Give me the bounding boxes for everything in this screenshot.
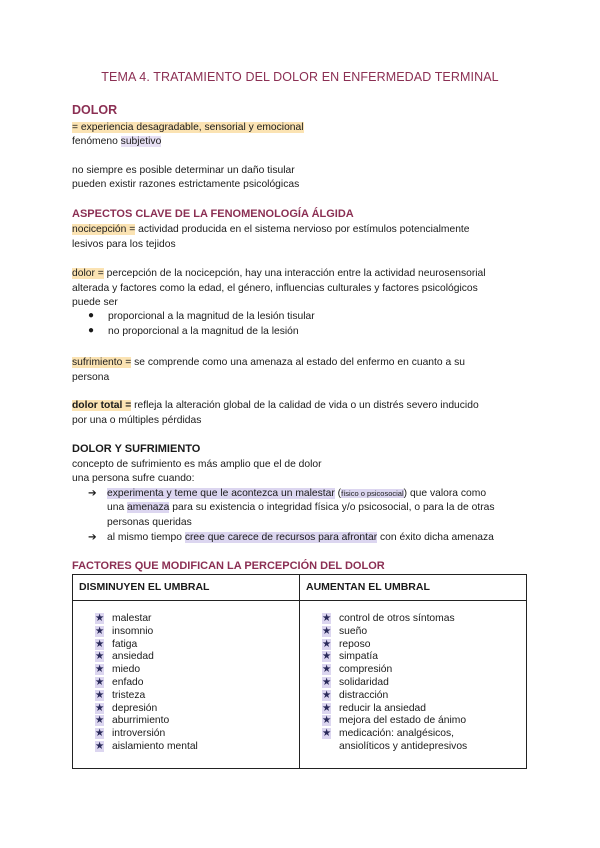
star-icon: ★ [322, 651, 332, 663]
star-icon: ★ [322, 728, 332, 740]
star-icon: ★ [95, 613, 105, 624]
arrow-item-1 [107, 487, 537, 530]
star-icon: ★ [322, 664, 332, 676]
list-item: ★ sueño [322, 625, 368, 637]
sufrimiento-def-line-2: persona [72, 372, 110, 383]
factores-table [72, 574, 527, 769]
bullet-dot: ● [88, 325, 95, 336]
dolor-definition-text: = experiencia desagradable, sensorial y emocional [72, 122, 304, 133]
subjetivo-highlight: subjetivo [120, 136, 162, 147]
paren-open: ( [334, 488, 342, 499]
list-item: ★ reposo [322, 638, 371, 650]
nocicepcion-line-2: lesivos para los tejidos [72, 239, 176, 250]
arrow-icon: ➔ [88, 532, 97, 543]
list-item: ★ mejora del estado de ánimo [322, 715, 467, 727]
col2-header: AUMENTAN EL UMBRAL [300, 575, 527, 601]
sufrimiento-term: sufrimiento = [72, 357, 132, 368]
list-item: ★ depresión [95, 702, 158, 714]
list-item: ★ aislamiento mental [95, 740, 198, 752]
list-item: ★ enfado [95, 676, 144, 688]
sufrimiento-def-line-1 [72, 356, 465, 369]
arrow-1-una: una [107, 502, 128, 514]
list-item: ★ ansiedad [95, 651, 154, 663]
star-icon: ★ [95, 702, 105, 714]
nocicepcion-text: actividad producida en el sistema nervioso por estímulos potencialmente [135, 224, 470, 235]
star-icon: ★ [322, 638, 332, 650]
star-icon: ★ [95, 664, 105, 676]
arrow-2-pre: al mismo tiempo [107, 532, 185, 543]
col1-header: DISMINUYEN EL UMBRAL [73, 575, 300, 601]
sufrimiento-heading: DOLOR Y SUFRIMIENTO [72, 443, 201, 455]
dolor-total-line-2: por una o múltiples pérdidas [72, 415, 202, 426]
star-icon: ★ [95, 740, 105, 752]
list-item: ★ solidaridad [322, 676, 389, 688]
dolor-def-text: percepción de la nocicepción, hay una interacción entre la actividad neurosensorial [103, 268, 486, 279]
recursos-highlight: cree que carece de recursos para afrontar [184, 532, 378, 543]
list-item: ★ reducir la ansiedad [322, 702, 427, 714]
amenaza-highlight: amenaza [127, 502, 170, 514]
list-item: ★ simpatía [322, 651, 378, 663]
star-icon: ★ [95, 625, 105, 637]
list-item: ★ compresión [322, 664, 393, 676]
star-icon: ★ [95, 689, 105, 701]
list-item: ★ distracción [322, 689, 389, 701]
arrow-1-text: que valora como [407, 488, 487, 499]
star-icon: ★ [322, 715, 332, 727]
page-title: TEMA 4. TRATAMIENTO DEL DOLOR EN ENFERMEDAD TERMINAL [101, 70, 499, 84]
arrow-2-post: con éxito dicha amenaza [377, 532, 494, 543]
star-icon: ★ [95, 676, 105, 688]
list-item: ★ medicación: analgésicos, ansiolíticos y antidepresivos [322, 728, 468, 752]
dolor-heading: DOLOR [72, 103, 118, 117]
arrow-1-text-2: para su existencia o integridad física y/o psicosocial, o para la de otras [169, 502, 495, 514]
dolor-def-line-3: puede ser [72, 297, 118, 308]
arrow-icon: ➔ [88, 488, 97, 499]
arrow-1-text-3: personas queridas [107, 516, 192, 528]
col1-list [73, 601, 300, 769]
star-icon: ★ [95, 638, 105, 650]
star-icon: ★ [322, 702, 332, 714]
list-item: ★ insomnio [95, 625, 154, 637]
star-icon: ★ [322, 676, 332, 688]
bullet-item-1: proporcional a la magnitud de la lesión tisular [108, 311, 315, 322]
dolor-definition [72, 121, 304, 134]
sufrimiento-def-text: se comprende como una amenaza al estado del enfermo en cuanto a su [131, 357, 465, 368]
nocicepcion-term: nocicepción = [72, 224, 136, 235]
dolor-total-term: dolor total = [72, 400, 132, 411]
fisico-psicosocial-note: físico o psicosocial [341, 489, 404, 498]
aspectos-heading: ASPECTOS CLAVE DE LA FENOMENOLOGÍA ÁLGIDA [72, 208, 354, 220]
star-icon: ★ [95, 715, 105, 727]
star-icon: ★ [322, 689, 332, 701]
list-item: ★ aburrimiento [95, 715, 170, 727]
paren-close: ) [403, 488, 408, 499]
dolor-total-line-1 [72, 399, 479, 412]
dolor-fenomeno [72, 135, 161, 148]
malestar-highlight: experimenta y teme que le acontezca un malestar [107, 488, 335, 499]
list-item: ★ tristeza [95, 689, 146, 701]
list-item: ★ miedo [95, 664, 141, 676]
fenomeno-label: fenómeno [72, 136, 121, 147]
star-icon: ★ [95, 728, 105, 740]
list-item: ★ malestar [95, 613, 152, 624]
list-item: ★ control de otros síntomas [322, 613, 455, 624]
star-icon: ★ [322, 613, 332, 624]
dolor-def-line-1 [72, 267, 486, 280]
bullet-dot: ● [88, 310, 95, 321]
dolor-term: dolor = [72, 268, 104, 279]
sufrimiento-line-2: una persona sufre cuando: [72, 473, 195, 484]
arrow-item-2 [107, 531, 537, 545]
dolor-def-line-2: alterada y factores como la edad, el género, influencias culturales y factores psicológicos [72, 283, 478, 294]
star-icon: ★ [95, 651, 105, 663]
col2-list [300, 601, 527, 769]
dolor-total-text: refleja la alteración global de la calidad de vida o un distrés severo inducido [131, 400, 479, 411]
factores-heading: FACTORES QUE MODIFICAN LA PERCEPCIÓN DEL DOLOR [72, 560, 385, 572]
nocicepcion-line-1 [72, 223, 470, 236]
list-item: ★ introversión [95, 728, 166, 740]
bullet-item-2: no proporcional a la magnitud de la lesión [108, 326, 299, 337]
star-icon: ★ [322, 625, 332, 637]
sufrimiento-line-1: concepto de sufrimiento es más amplio que el de dolor [72, 459, 322, 470]
list-item: ★ fatiga [95, 638, 138, 650]
dolor-line-2: pueden existir razones estrictamente psicológicas [72, 179, 300, 190]
dolor-line-1: no siempre es posible determinar un daño tisular [72, 165, 295, 176]
